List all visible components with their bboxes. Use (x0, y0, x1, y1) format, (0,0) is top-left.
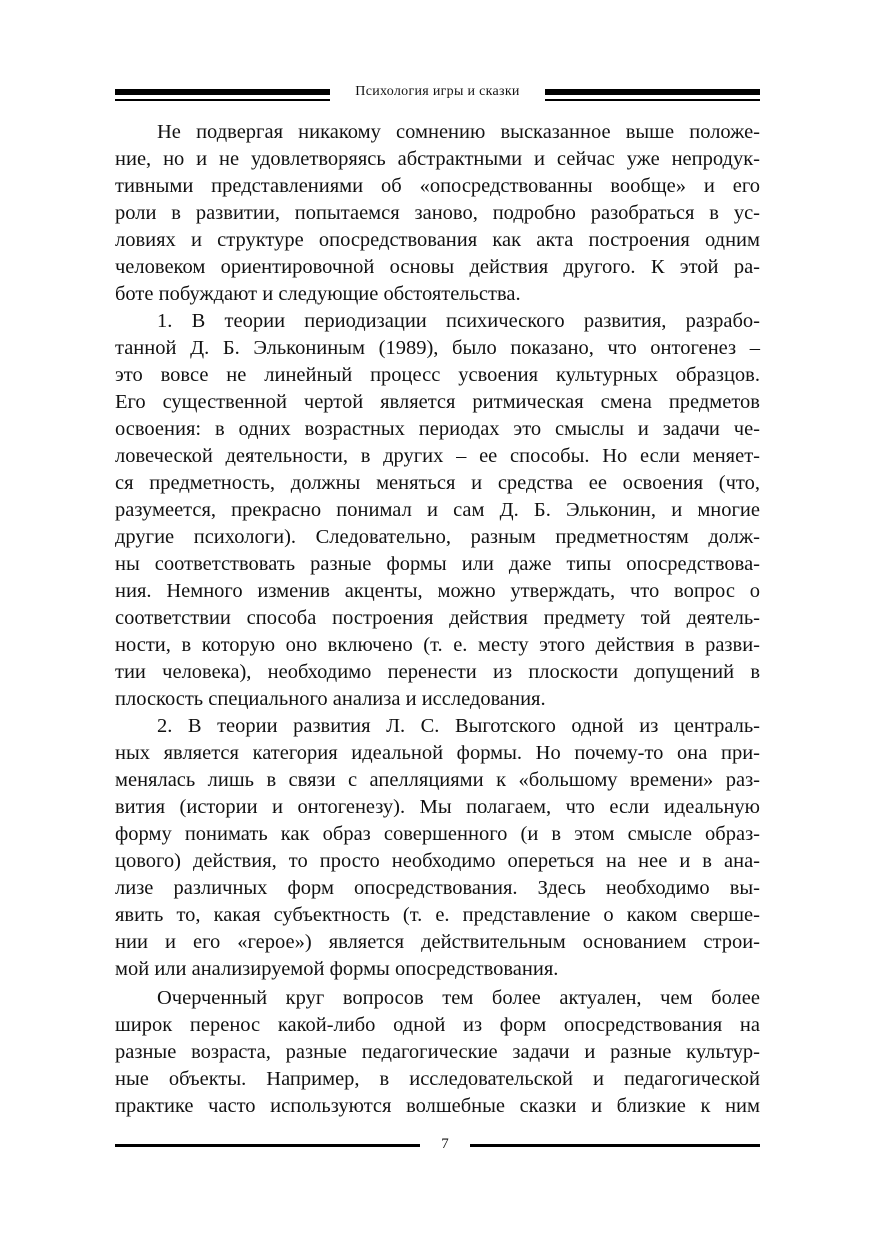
text-line: широк перенос какой-либо одной из форм опосредствования на (115, 1014, 760, 1036)
header-rule-left-thin (115, 99, 330, 101)
text-line: форму понимать как образ совершенного (и в этом смысле образ- (115, 823, 760, 845)
text-line: танной Д. Б. Элькониным (1989), было показано, что онтогенез – (115, 337, 760, 359)
text-line: боте побуждают и следующие обстоятельства. (115, 283, 521, 305)
text-line: ные объекты. Например, в исследовательской и педагогической (115, 1068, 760, 1090)
text-line: тии человека), необходимо перенести из плоскости допущений в (115, 661, 760, 683)
text-line: лизе различных форм опосредствования. Здесь необходимо вы- (115, 877, 760, 899)
text-line: плоскость специального анализа и исследования. (115, 688, 546, 710)
text-line: человеком ориентировочной основы действия другого. К этой ра- (115, 256, 760, 278)
text-line: Его существенной чертой является ритмическая смена предметов (115, 391, 760, 413)
text-line: практике часто используются волшебные сказки и близкие к ним (115, 1095, 760, 1117)
text-line: роли в развитии, попытаемся заново, подробно разобраться в ус- (115, 202, 760, 224)
header-rule-right-thin (545, 99, 760, 101)
footer-rule-left (115, 1144, 420, 1147)
text-line: другие психологи). Следовательно, разным предметностям долж- (115, 526, 760, 548)
text-line: ности, в которую оно включено (т. е. месту этого действия в разви- (115, 634, 760, 656)
text-line: 1. В теории периодизации психического развития, разрабо- (157, 310, 760, 332)
page-number: 7 (441, 1136, 449, 1152)
text-line: Очерченный круг вопросов тем более актуален, чем более (157, 987, 760, 1009)
text-line: нии и его «герое») является действительным основанием строи- (115, 931, 760, 953)
header-rule-left-thick (115, 89, 330, 95)
footer-rule-right (470, 1144, 760, 1147)
text-line: явить то, какая субъектность (т. е. представление о каком сверше- (115, 904, 760, 926)
text-line: ны соответствовать разные формы или даже типы опосредствова- (115, 553, 760, 575)
header-rule-right-thick (545, 89, 760, 95)
text-line: Не подвергая никакому сомнению высказанное выше положе- (157, 121, 760, 143)
text-line: освоения: в одних возрастных периодах это смыслы и задачи че- (115, 418, 760, 440)
running-title: Психология игры и сказки (355, 84, 520, 99)
text-line: 2. В теории развития Л. С. Выготского одной из централь- (157, 715, 760, 737)
text-line: тивными представлениями об «опосредствованны вообще» и его (115, 175, 760, 197)
paragraph (115, 713, 760, 983)
text-line: ных является категория идеальной формы. Но почему-то она при- (115, 742, 760, 764)
text-line: ния. Немного изменив акценты, можно утверждать, что вопрос о (115, 580, 760, 602)
text-line: ловиях и структуре опосредствования как акта построения одним (115, 229, 760, 251)
text-line: цового) действия, то просто необходимо опереться на нее и в ана- (115, 850, 760, 872)
text-line: разные возраста, разные педагогические задачи и разные культур- (115, 1041, 760, 1063)
paragraph (115, 119, 760, 308)
text-line: ние, но и не удовлетворяясь абстрактными и сейчас уже непродук- (115, 148, 760, 170)
text-line: мой или анализируемой формы опосредствования. (115, 958, 559, 980)
paragraph (115, 308, 760, 713)
text-line: ловеческой деятельности, в других – ее способы. Но если меняет- (115, 445, 760, 467)
text-line: это вовсе не линейный процесс усвоения культурных образцов. (115, 364, 760, 386)
text-line: ся предметность, должны меняться и средства ее освоения (что, (115, 472, 760, 494)
text-line: соответствии способа построения действия предмету той деятель- (115, 607, 760, 629)
paragraph (115, 985, 760, 1120)
text-line: разумеется, прекрасно понимал и сам Д. Б. Эльконин, и многие (115, 499, 760, 521)
body-text (115, 119, 760, 1120)
text-line: менялась лишь в связи с апелляциями к «большому времени» раз- (115, 769, 760, 791)
text-line: вития (истории и онтогенезу). Мы полагаем, что если идеальную (115, 796, 760, 818)
